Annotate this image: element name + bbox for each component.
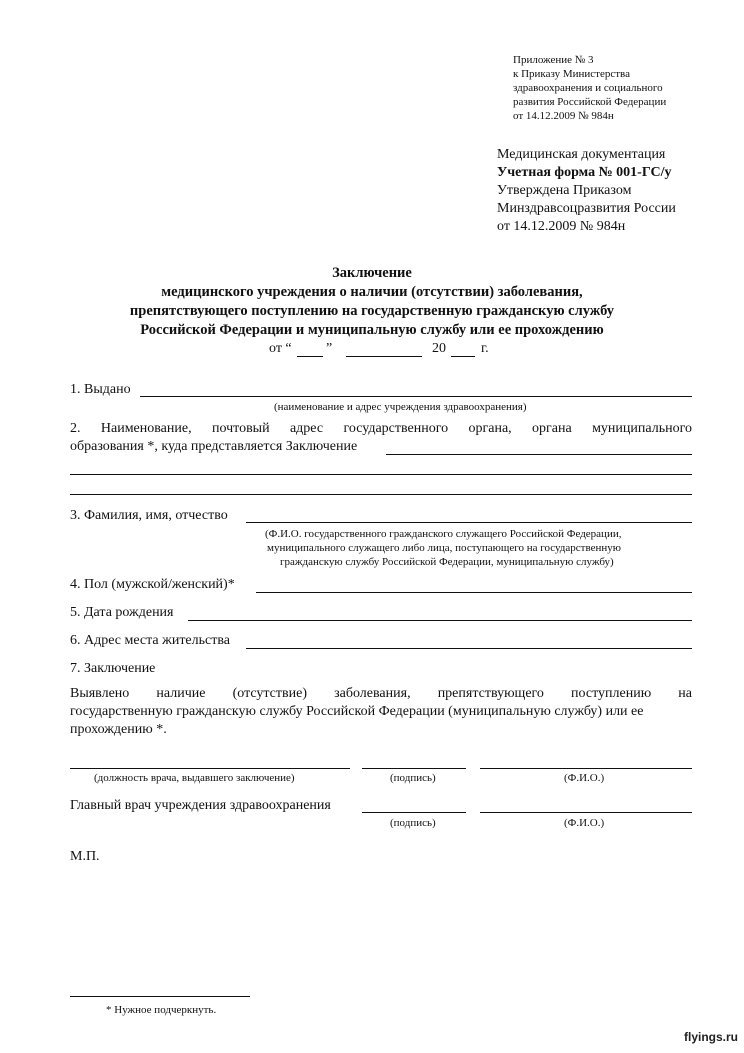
fio-hint-line-3: гражданскую службу Российской Федерации, муниципальную службу) — [280, 556, 614, 568]
issued-label: 1. Выдано — [70, 382, 131, 397]
stamp-place: М.П. — [70, 849, 100, 864]
watermark: flyings.ru — [683, 1030, 738, 1044]
birth-date-label: 5. Дата рождения — [70, 605, 174, 620]
fio-field[interactable] — [246, 522, 692, 523]
sex-field[interactable] — [256, 592, 692, 593]
address-field[interactable] — [246, 648, 692, 649]
title-line-4: Российской Федерации и муниципальную службу или ее прохождению — [140, 322, 604, 338]
form-info-line-4: Минздравсоцразвития России — [497, 201, 676, 216]
form-info-line-3: Утверждена Приказом — [497, 183, 632, 198]
doctor-fio-field[interactable] — [480, 768, 692, 769]
org-label-line-2: образования *, куда представляется Заключение — [70, 439, 358, 454]
appendix-line-5: от 14.12.2009 № 984н — [513, 110, 614, 122]
doctor-position-hint: (должность врача, выдавшего заключение) — [94, 772, 295, 784]
chief-fio-hint: (Ф.И.О.) — [564, 817, 605, 829]
conclusion-text-line-2: государственную гражданскую службу Российской Федерации (муниципальную службу) или ее — [70, 704, 644, 719]
conclusion-text-line-3: прохождению *. — [70, 722, 167, 737]
fio-hint-line-2: муниципального служащего либо лица, поступающего на государственную — [267, 542, 621, 554]
chief-signature-field[interactable] — [362, 812, 466, 813]
org-label-line-1: 2. Наименование, почтовый адрес государственного органа, органа муниципального — [70, 421, 692, 436]
date-quote: ” — [326, 341, 333, 356]
org-field-line-1[interactable] — [386, 454, 692, 455]
title-line-1: Заключение — [332, 265, 412, 281]
appendix-line-1: Приложение № 3 — [513, 54, 594, 66]
date-suffix: г. — [481, 341, 489, 356]
chief-doctor-label: Главный врач учреждения здравоохранения — [70, 798, 331, 813]
fio-label: 3. Фамилия, имя, отчество — [70, 508, 228, 523]
chief-signature-hint: (подпись) — [390, 817, 436, 829]
appendix-line-4: развития Российской Федерации — [513, 96, 667, 108]
date-prefix: от “ — [269, 341, 292, 356]
date-day-field[interactable] — [297, 356, 323, 357]
issued-hint: (наименование и адрес учреждения здравоохранения) — [274, 401, 527, 413]
birth-date-field[interactable] — [188, 620, 692, 621]
sex-label: 4. Пол (мужской/женский)* — [70, 577, 235, 592]
form-info-line-1: Медицинская документация — [497, 147, 666, 162]
issued-field[interactable] — [140, 396, 692, 397]
doctor-fio-hint: (Ф.И.О.) — [564, 772, 605, 784]
date-year-prefix: 20 — [432, 341, 446, 356]
address-label: 6. Адрес места жительства — [70, 633, 230, 648]
form-info-line-5: от 14.12.2009 № 984н — [497, 219, 626, 234]
title-line-3: препятствующего поступлению на государственную гражданскую службу — [129, 303, 615, 319]
appendix-line-3: здравоохранения и социального — [513, 82, 663, 94]
chief-fio-field[interactable] — [480, 812, 692, 813]
footnote: * Нужное подчеркнуть. — [106, 1004, 217, 1016]
date-year-field[interactable] — [451, 356, 475, 357]
form-number: Учетная форма № 001-ГС/у — [497, 165, 672, 180]
footnote-divider — [70, 996, 250, 997]
appendix-line-2: к Приказу Министерства — [513, 68, 630, 80]
title-line-2: медицинского учреждения о наличии (отсутствии) заболевания, — [161, 284, 583, 300]
org-field-line-3[interactable] — [70, 494, 692, 495]
org-field-line-2[interactable] — [70, 474, 692, 475]
conclusion-text-line-1: Выявлено наличие (отсутствие) заболевания, препятствующего поступлению на — [70, 686, 692, 701]
date-month-field[interactable] — [346, 356, 422, 357]
fio-hint-line-1: (Ф.И.О. государственного гражданского служащего Российской Федерации, — [265, 528, 622, 540]
doctor-signature-hint: (подпись) — [390, 772, 436, 784]
doctor-signature-field[interactable] — [362, 768, 466, 769]
conclusion-label: 7. Заключение — [70, 661, 156, 676]
doctor-position-field[interactable] — [70, 768, 350, 769]
